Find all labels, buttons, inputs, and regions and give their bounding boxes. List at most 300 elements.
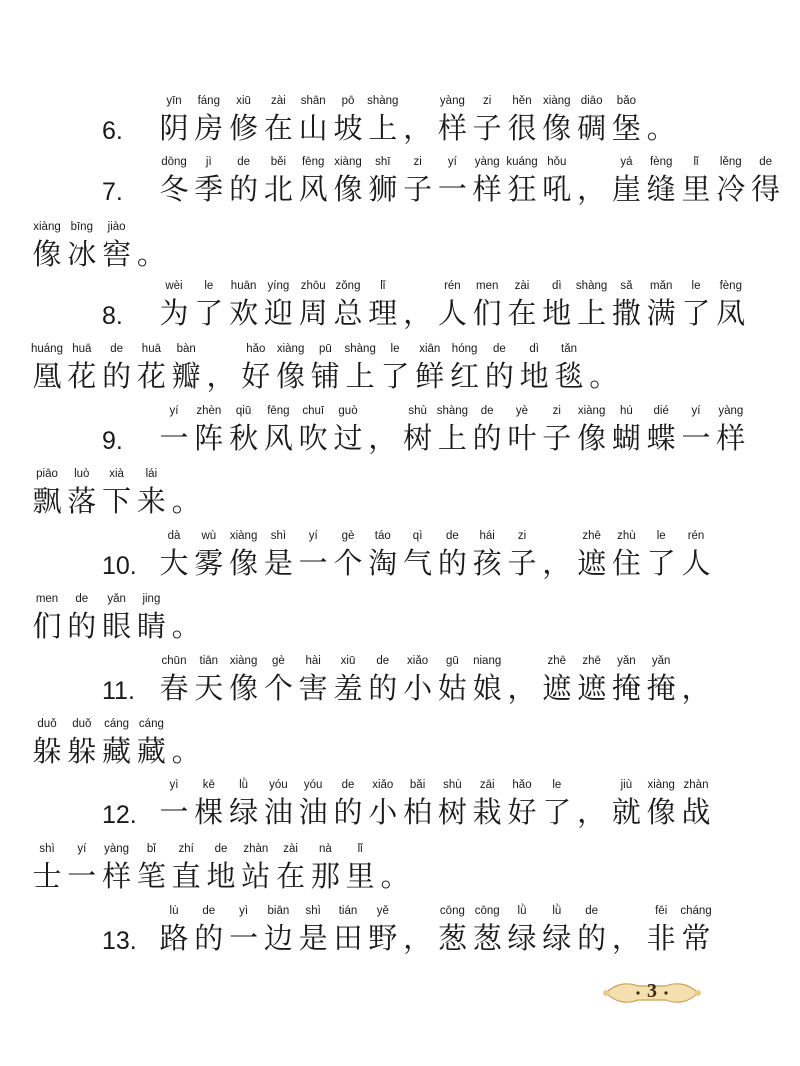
hanzi: 。 (171, 484, 201, 518)
pinyin: xiū (236, 95, 251, 107)
pinyin: wù (201, 530, 217, 542)
pinyin: lǜ (552, 905, 562, 917)
hanzi: 气 (403, 546, 433, 580)
hanzi: 在 (507, 296, 537, 330)
pinyin: de (759, 156, 772, 168)
pinyin: xiàng (647, 779, 675, 791)
sentence-number: 7. (102, 178, 123, 206)
pinyin: xiàng (543, 95, 571, 107)
hanzi: 里 (681, 172, 711, 206)
hanzi: 躲 (67, 734, 97, 768)
pinyin: rén (444, 280, 461, 292)
pinyin: xiàng (577, 405, 606, 417)
pinyin: zài (283, 843, 298, 855)
pinyin: shàng (575, 280, 608, 292)
hanzi: 周 (298, 296, 328, 330)
pinyin: hǎo (512, 779, 532, 791)
hanzi: 了 (194, 296, 224, 330)
hanzi: 飘 (32, 484, 62, 518)
pinyin: lǜ (517, 905, 527, 917)
syllable (708, 277, 754, 331)
hanzi: 理 (368, 296, 398, 330)
hanzi: 过 (333, 421, 363, 455)
pinyin: xiū (340, 655, 356, 667)
pinyin: lù (169, 905, 179, 917)
hanzi: 小 (368, 795, 398, 829)
hanzi: 躲 (32, 734, 62, 768)
pinyin: dà (167, 530, 181, 542)
hanzi: 眼 (102, 609, 132, 643)
hanzi: ， (681, 671, 711, 705)
hanzi: 在 (263, 111, 293, 145)
hanzi: 一 (437, 172, 467, 206)
hanzi: ， (542, 546, 572, 580)
pinyin: zi (517, 530, 527, 542)
pinyin: tián (338, 905, 358, 917)
pinyin: gè (271, 655, 285, 667)
hanzi: 。 (589, 359, 619, 393)
hanzi: 像 (276, 359, 306, 393)
pinyin: hěn (512, 95, 532, 107)
pinyin: bīng (70, 221, 93, 233)
pinyin (372, 840, 418, 858)
pinyin: huān (230, 280, 257, 292)
punctuation (163, 715, 209, 769)
sentence-11-line-2 (0, 715, 800, 777)
pinyin: fáng (197, 95, 220, 107)
pinyin: jing (142, 593, 161, 605)
hanzi: 。 (171, 609, 201, 643)
pinyin: zài (271, 95, 286, 107)
pinyin: shàng (436, 405, 469, 417)
pinyin: de (110, 343, 123, 355)
hanzi: 。 (380, 859, 410, 893)
hanzi: 鲜 (415, 359, 445, 393)
pinyin: fēng (267, 405, 290, 417)
hanzi: 铺 (310, 359, 340, 393)
pinyin: le (204, 280, 214, 292)
sentence-7-line-1 (0, 153, 800, 215)
hanzi: 树 (437, 795, 467, 829)
pinyin: niang (473, 655, 502, 667)
hanzi: 来 (136, 484, 166, 518)
pinyin: zhù (617, 530, 636, 542)
pinyin: yīn (166, 95, 182, 107)
hanzi: 站 (241, 859, 271, 893)
hanzi: 孩 (472, 546, 502, 580)
pinyin: tiān (199, 655, 219, 667)
pinyin: tǎn (561, 343, 577, 355)
pinyin: de (341, 779, 355, 791)
pinyin: hǒu (547, 156, 567, 168)
hanzi: 笔 (136, 859, 166, 893)
pinyin: cōng (474, 905, 500, 917)
punctuation (581, 340, 627, 394)
pinyin: bǎo (616, 95, 636, 107)
hanzi: 了 (380, 359, 410, 393)
sentence-13-line-1 (0, 902, 800, 964)
pinyin: yì (169, 779, 179, 791)
pinyin: bǐ (146, 843, 156, 855)
pinyin (163, 715, 209, 733)
hanzi: 一 (298, 546, 328, 580)
hanzi: 睛 (136, 609, 166, 643)
sentence-12-line-2 (0, 840, 800, 902)
hanzi: ， (577, 795, 607, 829)
pinyin: shì (39, 843, 55, 855)
hanzi: 树 (403, 421, 433, 455)
hanzi: 油 (298, 795, 328, 829)
pinyin: de (585, 905, 598, 917)
pinyin: luò (74, 468, 90, 480)
hanzi: 落 (67, 484, 97, 518)
hanzi: 狂 (507, 172, 537, 206)
pinyin: duǒ (37, 718, 57, 730)
hanzi: 像 (577, 421, 607, 455)
hanzi: 坡 (333, 111, 363, 145)
hanzi: 油 (263, 795, 293, 829)
pinyin: zǒng (335, 280, 361, 292)
hanzi: 一 (229, 921, 259, 955)
hanzi: 阴 (159, 111, 189, 145)
hanzi: 绿 (229, 795, 259, 829)
pinyin: de (376, 655, 390, 667)
sentence-number: 13. (102, 927, 137, 955)
pinyin: yàng (474, 156, 500, 168)
pinyin: dié (653, 405, 669, 417)
pinyin: xiǎo (407, 655, 429, 667)
pinyin: jì (205, 156, 212, 168)
hanzi: 阵 (194, 421, 224, 455)
hanzi: 绿 (507, 921, 537, 955)
hanzi: 缝 (646, 172, 676, 206)
hanzi: 好 (507, 795, 537, 829)
hanzi: 蝶 (646, 421, 676, 455)
hanzi: 下 (102, 484, 132, 518)
hanzi: 一 (159, 421, 189, 455)
hanzi: 上 (577, 296, 607, 330)
hanzi: 的 (484, 359, 514, 393)
hanzi: 遮 (542, 671, 572, 705)
pinyin: táo (374, 530, 391, 542)
hanzi: 瓣 (171, 359, 201, 393)
pinyin: yàng (718, 405, 744, 417)
hanzi: 害 (298, 671, 328, 705)
pinyin: yàng (439, 95, 465, 107)
hanzi: 为 (159, 296, 189, 330)
pinyin: xiàng (229, 655, 258, 667)
punctuation (638, 92, 684, 146)
hanzi: 毯 (554, 359, 584, 393)
pinyin: zāi (479, 779, 495, 791)
pinyin: qiū (235, 405, 252, 417)
hanzi: 欢 (229, 296, 259, 330)
hanzi: 葱 (437, 921, 467, 955)
pinyin: le (691, 280, 701, 292)
hanzi: ， (403, 921, 433, 955)
punctuation (128, 218, 174, 272)
pinyin: fèng (719, 280, 742, 292)
pinyin: lǐ (693, 156, 699, 168)
hanzi: 了 (646, 546, 676, 580)
page-number: 3 (647, 980, 657, 1002)
hanzi: 蝴 (611, 421, 641, 455)
hanzi: 路 (159, 921, 189, 955)
hanzi: 的 (577, 921, 607, 955)
pinyin: yí (447, 156, 457, 168)
hanzi: 常 (681, 921, 711, 955)
hanzi: 小 (403, 671, 433, 705)
hanzi: 了 (542, 795, 572, 829)
hanzi: ， (206, 359, 236, 393)
hanzi: 得 (751, 172, 781, 206)
hanzi: 好 (241, 359, 271, 393)
hanzi: 子 (542, 421, 572, 455)
pinyin: pū (318, 343, 332, 355)
hanzi: 凰 (32, 359, 62, 393)
pinyin: zhē (582, 530, 601, 542)
hanzi: 。 (646, 111, 676, 145)
pinyin: shù (443, 779, 462, 791)
pinyin: gū (445, 655, 459, 667)
hanzi: 个 (333, 546, 363, 580)
pinyin: lǜ (239, 779, 249, 791)
hanzi: 堡 (611, 111, 641, 145)
pinyin: xià (109, 468, 124, 480)
hanzi: 士 (32, 859, 62, 893)
pinyin: duǒ (72, 718, 92, 730)
hanzi: ， (403, 111, 433, 145)
hanzi: 一 (681, 421, 711, 455)
hanzi: 了 (681, 296, 711, 330)
hanzi: 栽 (472, 795, 502, 829)
sentence-9-line-2 (0, 465, 800, 527)
pinyin: cōng (439, 905, 465, 917)
hanzi: 北 (263, 172, 293, 206)
pinyin: yí (77, 843, 87, 855)
pinyin: de (445, 530, 459, 542)
hanzi: 地 (519, 359, 549, 393)
pinyin: shàng (344, 343, 376, 355)
hanzi: 撒 (611, 296, 641, 330)
hanzi: 是 (263, 546, 293, 580)
hanzi: 上 (368, 111, 398, 145)
pinyin: dì (552, 280, 562, 292)
pinyin: de (492, 343, 506, 355)
hanzi: 地 (542, 296, 572, 330)
hanzi: 冰 (67, 237, 97, 271)
pinyin: yǎn (107, 593, 126, 605)
hanzi: 绿 (542, 921, 572, 955)
sentence-9-line-1 (0, 402, 800, 464)
hanzi: 的 (437, 546, 467, 580)
pinyin: le (656, 530, 666, 542)
hanzi: 田 (333, 921, 363, 955)
hanzi: 姑 (437, 671, 467, 705)
hanzi: 子 (403, 172, 433, 206)
pinyin: yě (376, 905, 389, 917)
hanzi: 的 (368, 671, 398, 705)
punctuation (372, 840, 418, 894)
pinyin: men (476, 280, 499, 292)
pinyin: chūn (161, 655, 187, 667)
hanzi: 棵 (194, 795, 224, 829)
pinyin (163, 465, 209, 483)
pinyin (638, 92, 684, 110)
hanzi: 花 (67, 359, 97, 393)
pinyin: huáng (31, 343, 63, 355)
pinyin: zhē (582, 655, 601, 667)
hanzi: ， (577, 172, 607, 206)
sentence-10-line-1 (0, 527, 800, 589)
hanzi: 像 (646, 795, 676, 829)
pinyin: yǎn (617, 655, 636, 667)
sentence-12-line-1 (0, 776, 800, 838)
hanzi: 遮 (577, 546, 607, 580)
sentence-11-line-1 (0, 652, 800, 714)
pinyin: yàng (104, 843, 130, 855)
pinyin: sǎ (620, 280, 633, 292)
hanzi: 秋 (229, 421, 259, 455)
pinyin: de (202, 905, 216, 917)
hanzi: 。 (136, 237, 166, 271)
pinyin: yóu (303, 779, 323, 791)
hanzi: 样 (437, 111, 467, 145)
pinyin: xiàng (276, 343, 305, 355)
hanzi: ， (368, 421, 398, 455)
sentence-number: 10. (102, 552, 137, 580)
pinyin: kuáng (506, 156, 538, 168)
pinyin: shì (305, 905, 321, 917)
pinyin: chuī (302, 405, 325, 417)
sentence-7-line-2 (0, 218, 800, 280)
pinyin: qì (412, 530, 423, 542)
pinyin: huā (72, 343, 92, 355)
hanzi: 淘 (368, 546, 398, 580)
pinyin: zhí (178, 843, 194, 855)
hanzi: 样 (716, 421, 746, 455)
hanzi: 那 (310, 859, 340, 893)
pinyin: fēng (301, 156, 325, 168)
hanzi: 。 (171, 734, 201, 768)
syllable (673, 776, 719, 830)
hanzi: 个 (263, 671, 293, 705)
hanzi: 样 (472, 172, 502, 206)
pinyin: zi (413, 156, 422, 168)
hanzi: 一 (67, 859, 97, 893)
hanzi: 季 (194, 172, 224, 206)
hanzi: 人 (437, 296, 467, 330)
hanzi: 子 (472, 111, 502, 145)
hanzi: 风 (298, 172, 328, 206)
hanzi: 边 (263, 921, 293, 955)
hanzi: 人 (681, 546, 711, 580)
hanzi: 红 (450, 359, 480, 393)
hanzi: 像 (32, 237, 62, 271)
hanzi: 就 (611, 795, 641, 829)
pinyin: fēi (655, 905, 668, 917)
pinyin: hǎo (246, 343, 266, 355)
hanzi: 一 (159, 795, 189, 829)
pinyin: lǐ (380, 280, 386, 292)
hanzi: 崖 (611, 172, 641, 206)
pinyin: shī (375, 156, 391, 168)
hanzi: 满 (646, 296, 676, 330)
pinyin: diāo (580, 95, 603, 107)
pinyin: le (390, 343, 400, 355)
hanzi: 冷 (716, 172, 746, 206)
hanzi: 冬 (159, 172, 189, 206)
pinyin: huā (141, 343, 161, 355)
hanzi: 春 (159, 671, 189, 705)
hanzi: 迎 (263, 296, 293, 330)
pinyin: xiàng (33, 221, 61, 233)
pinyin: zi (483, 95, 492, 107)
pinyin: yì (239, 905, 249, 917)
pinyin: dōng (161, 156, 187, 168)
punctuation (163, 590, 209, 644)
pinyin: yíng (267, 280, 290, 292)
hanzi: 风 (263, 421, 293, 455)
hanzi: 房 (194, 111, 224, 145)
hanzi: ， (403, 296, 433, 330)
pinyin: nà (318, 843, 332, 855)
pinyin: rén (687, 530, 705, 542)
sentence-6-line-1 (0, 92, 800, 154)
sentence-number: 9. (102, 427, 123, 455)
hanzi: 的 (102, 359, 132, 393)
pinyin: zi (552, 405, 561, 417)
hanzi: 藏 (102, 734, 132, 768)
hanzi: 遮 (577, 671, 607, 705)
sentence-8-line-1 (0, 277, 800, 339)
hanzi: 们 (32, 609, 62, 643)
hanzi: 是 (298, 921, 328, 955)
hanzi: 叶 (507, 421, 537, 455)
hanzi: 的 (67, 609, 97, 643)
pinyin: jiù (620, 779, 633, 791)
hanzi: 像 (229, 546, 259, 580)
pinyin: piāo (36, 468, 58, 480)
hanzi: 上 (345, 359, 375, 393)
pinyin: shàng (367, 95, 399, 107)
pinyin: wèi (165, 280, 183, 292)
hanzi: 在 (276, 859, 306, 893)
syllable (673, 527, 719, 581)
hanzi: 吼 (542, 172, 572, 206)
hanzi: 羞 (333, 671, 363, 705)
pinyin: shì (270, 530, 287, 542)
hanzi: 天 (194, 671, 224, 705)
pinyin: yóu (269, 779, 288, 791)
hanzi: 非 (646, 921, 676, 955)
hanzi: 样 (102, 859, 132, 893)
hanzi: 子 (507, 546, 537, 580)
hanzi: 像 (229, 671, 259, 705)
hanzi: 们 (472, 296, 502, 330)
pinyin: biān (267, 905, 290, 917)
hanzi: 掩 (611, 671, 641, 705)
hanzi: 直 (171, 859, 201, 893)
pinyin: xiǎo (372, 779, 394, 791)
hanzi: 吹 (298, 421, 328, 455)
pinyin: mǎn (650, 280, 673, 292)
pinyin: zhē (547, 655, 567, 667)
pinyin: xiàng (229, 530, 258, 542)
pinyin: cháng (680, 905, 712, 917)
pinyin: xiàng (334, 156, 362, 168)
pinyin: zhèn (196, 405, 222, 417)
